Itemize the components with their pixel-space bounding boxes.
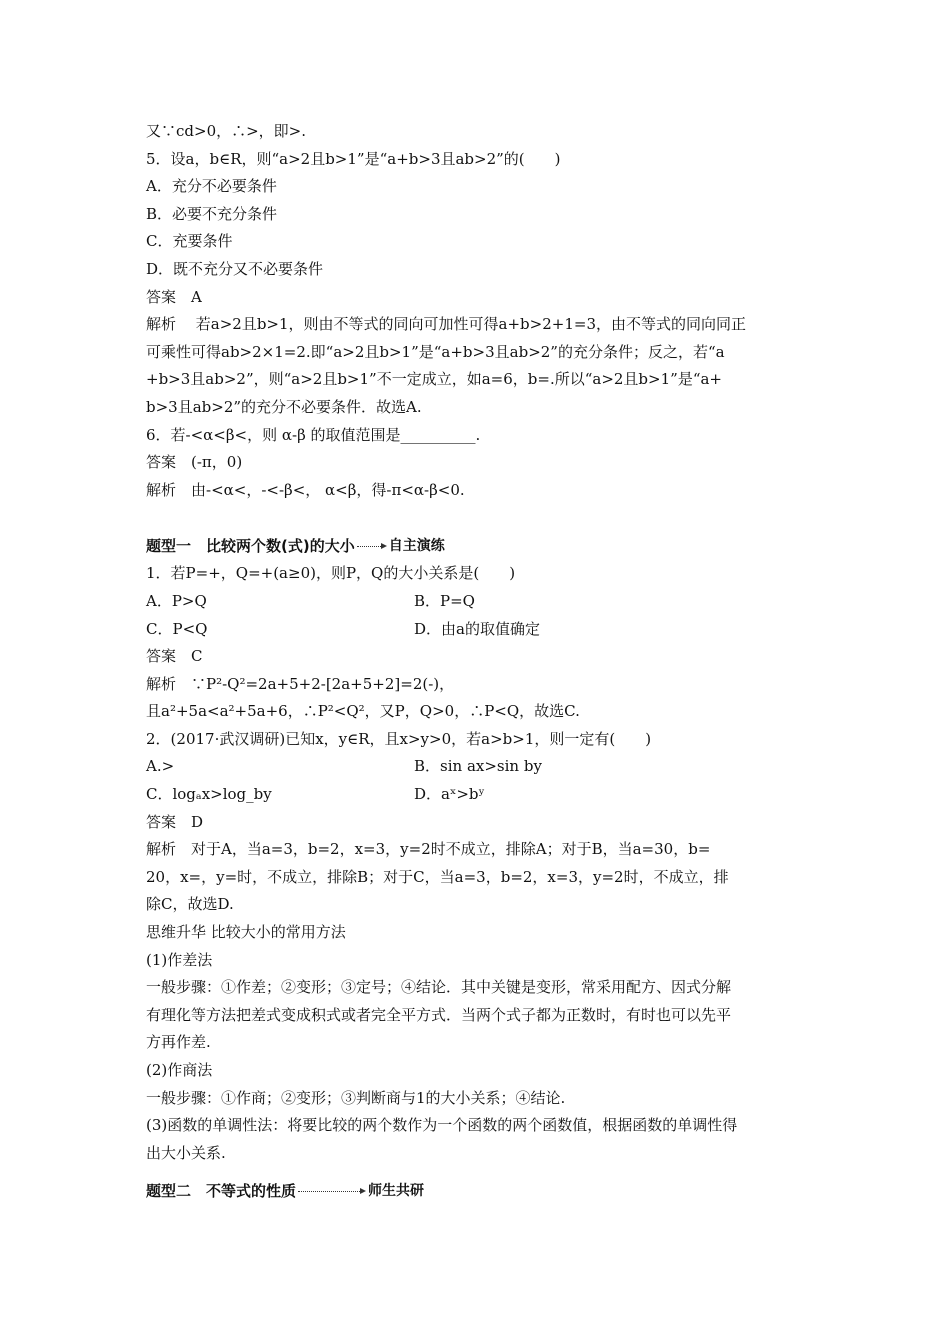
spacer (146, 504, 810, 532)
arrow-icon (298, 1188, 366, 1194)
method-title: 思维升华 比较大小的常用方法 (146, 923, 346, 942)
method-line: (2)作商法 (146, 1061, 213, 1079)
question-2-option-a: A.> (146, 757, 175, 776)
question-5-option-b: B．必要不充分条件 (146, 204, 278, 223)
method-line: (1)作差法 (146, 950, 213, 969)
spacer (146, 1167, 810, 1177)
question-1-analysis-line: 且a²+5a<a²+5a+6，∴P²<Q²，又P，Q>0，∴P<Q，故选C. (146, 702, 580, 721)
question-5-stem: 5．设a，b∈R，则“a>2且b>1”是“a+b>3且ab>2”的( ) (146, 149, 561, 168)
question-6-stem: 6．若-<α<β<，则 α-β 的取值范围是__________. (146, 425, 481, 444)
text-line: 又∵cd>0，∴>，即>. (146, 122, 307, 140)
question-6-analysis: 解析 由-<α<，-<-β<， α<β，得-π<α-β<0. (146, 480, 465, 499)
section-title: 题型一 比较两个数(式)的大小 (146, 537, 355, 556)
method-line: 一般步骤：①作商；②变形；③判断商与1的大小关系；④结论. (146, 1088, 566, 1107)
method-line: 一般步骤：①作差；②变形；③定号；④结论．其中关键是变形，常采用配方、因式分解 (146, 978, 732, 997)
options-row (146, 616, 810, 644)
question-2-option-d: D．aˣ>bʸ (414, 785, 485, 804)
question-2-analysis-line: 20，x=，y=时，不成立，排除B；对于C，当a=3，b=2，x=3，y=2时，不成立，排 (146, 867, 729, 886)
section-tag: 师生共研 (368, 1183, 425, 1200)
question-5-analysis-line: b>3且ab>2”的充分不必要条件．故选A. (146, 397, 422, 416)
question-2-stem: 2．(2017·武汉调研)已知x，y∈R，且x>y>0，若a>b>1，则一定有( ) (146, 729, 652, 748)
arrow-icon (357, 543, 387, 549)
options-row (146, 588, 810, 616)
method-line: 方再作差. (146, 1033, 211, 1052)
method-line: (3)函数的单调性法：将要比较的两个数作为一个函数的两个函数值，根据函数的单调性得 (146, 1116, 738, 1135)
question-1-analysis-line: 解析 ∵P²-Q²=2a+5+2-[2a+5+2]=2(-)， (146, 674, 455, 693)
question-2-answer: 答案 D (146, 812, 204, 831)
question-1-option-b: B．P=Q (414, 591, 475, 610)
section-tag: 自主演练 (388, 538, 445, 555)
question-1-stem: 1．若P=+，Q=+(a≥0)，则P，Q的大小关系是( ) (146, 564, 516, 583)
method-line: 出大小关系. (146, 1143, 226, 1162)
question-6-answer: 答案 (-π，0) (146, 453, 243, 472)
section-heading-1 (146, 532, 810, 560)
question-5-option-d: D．既不充分又不必要条件 (146, 259, 324, 278)
question-2-analysis-line: 解析 对于A，当a=3，b=2，x=3，y=2时不成立，排除A；对于B，当a=30，b= (146, 840, 711, 859)
question-5-option-c: C．充要条件 (146, 232, 233, 251)
question-5-analysis-line: +b>3且ab>2”，则“a>2且b>1”不一定成立，如a=6，b=.所以“a>2且b>1”是“a+ (146, 370, 722, 389)
question-2-option-b: B．sin ax>sin by (414, 757, 542, 776)
options-row (146, 753, 810, 781)
question-5-option-a: A．充分不必要条件 (146, 177, 277, 196)
question-2-option-c: C．logₐx>log_by (146, 785, 272, 804)
document-page (146, 118, 810, 1205)
question-5-analysis-line: 可乘性可得ab>2×1=2.即“a>2且b>1”是“a+b>3且ab>2”的充分条件；反之，若“a (146, 342, 725, 361)
question-2-analysis-line: 除C，故选D. (146, 895, 234, 914)
method-line: 有理化等方法把差式变成积式或者完全平方式．当两个式子都为正数时，有时也可以先平 (146, 1005, 732, 1024)
question-1-option-a: A．P>Q (146, 591, 207, 610)
question-1-answer: 答案 C (146, 647, 203, 666)
section-heading-2 (146, 1177, 810, 1205)
question-5-answer: 答案 A (146, 287, 202, 306)
options-row (146, 781, 810, 809)
question-1-option-d: D．由a的取值确定 (414, 619, 540, 638)
question-5-analysis-line: 解析 若a>2且b>1，则由不等式的同向可加性可得a+b>2+1=3，由不等式的同向同正 (146, 315, 746, 334)
section-title: 题型二 不等式的性质 (146, 1182, 297, 1201)
question-1-option-c: C．P<Q (146, 619, 208, 638)
